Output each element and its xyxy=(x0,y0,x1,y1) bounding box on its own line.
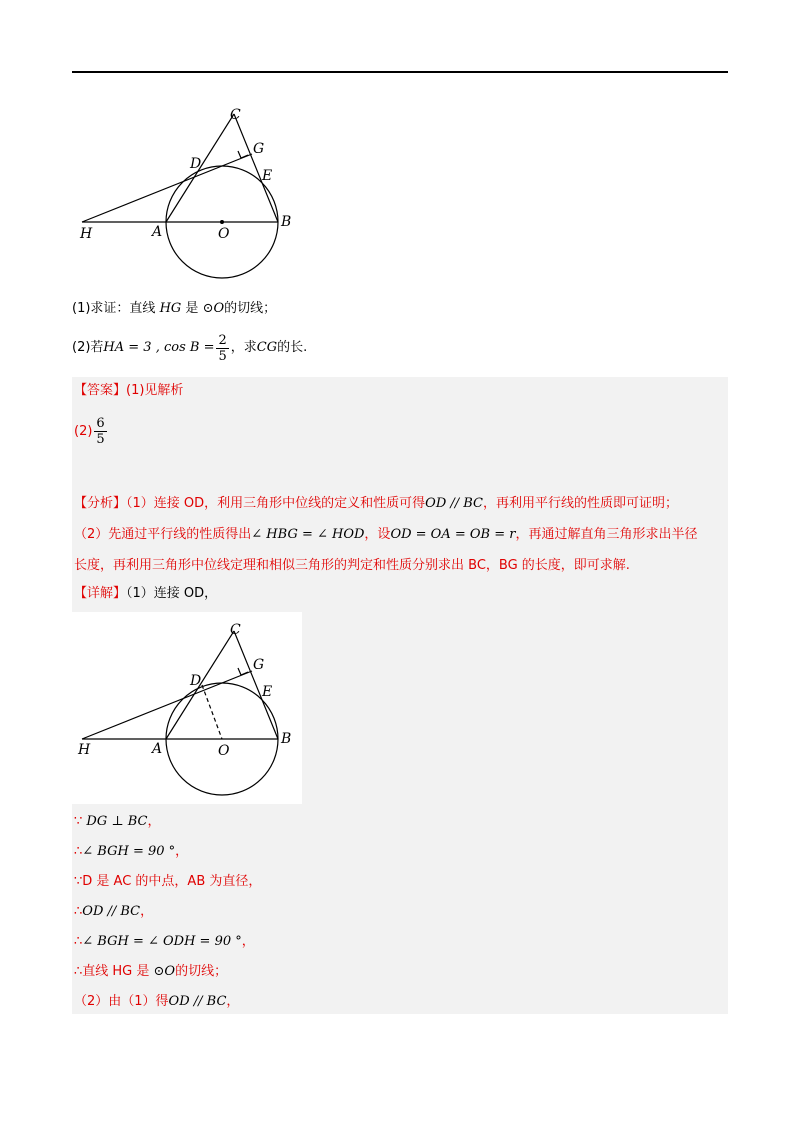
analysis-line2-a: （2）先通过平行线的性质得出 xyxy=(74,527,252,542)
answer-num: 6 xyxy=(96,415,105,431)
step1-end: ， xyxy=(147,814,161,829)
step-1 xyxy=(74,812,261,842)
step-5 xyxy=(74,932,261,962)
label-a-2: A xyxy=(152,741,163,757)
q2-suffix: 的长. xyxy=(277,340,308,355)
detail-tag: 【详解】 xyxy=(74,586,127,601)
step-3 xyxy=(74,872,261,902)
center-dot xyxy=(220,220,224,224)
q1-prefix: (1)求证：直线 xyxy=(72,301,160,316)
geometry-figure-2 xyxy=(72,612,302,804)
step1-symbol: ∵ xyxy=(74,814,87,829)
label-b-2: B xyxy=(281,731,292,747)
q1-mid: 是 xyxy=(181,301,203,316)
analysis xyxy=(74,488,730,581)
step1-math: DG ⊥ BC xyxy=(86,814,148,829)
q1-circle: ⊙O xyxy=(202,301,225,316)
step7-end: ， xyxy=(226,994,240,1009)
analysis-line2-b: ，设 xyxy=(364,527,391,542)
answer-row xyxy=(74,382,183,400)
q2-num: 2 xyxy=(218,332,227,348)
step-7 xyxy=(74,992,261,1022)
label-g: G xyxy=(253,141,265,157)
step2-end: ， xyxy=(175,844,189,859)
q2-fraction xyxy=(216,333,228,364)
answer-part2-prefix: (2) xyxy=(74,423,93,439)
step4-end: ， xyxy=(140,904,154,919)
answer-part1: (1)见解析 xyxy=(126,383,184,398)
label-g-2: G xyxy=(253,657,265,673)
label-d-2: D xyxy=(190,673,202,689)
q2-expr: HA = 3 , cos B = xyxy=(103,340,215,355)
detail-heading xyxy=(74,584,217,604)
answer-tag: 【答案】 xyxy=(74,383,127,398)
right-angle-mark-2 xyxy=(238,668,248,675)
step6-math: ⊙O xyxy=(153,964,176,979)
q2-prefix: (2)若 xyxy=(72,340,104,355)
step4-math: OD // BC xyxy=(82,904,141,919)
question-2 xyxy=(72,330,307,366)
dashed-od xyxy=(202,685,222,739)
label-c: C xyxy=(230,107,241,123)
analysis-line2-math2: OD = OA = OB = r xyxy=(390,527,516,542)
label-e-2: E xyxy=(262,684,273,700)
step6-symbol: ∴直线 HG 是 xyxy=(74,964,154,979)
step-6 xyxy=(74,962,261,992)
analysis-line1-a: 【分析】（1）连接 OD，利用三角形中位线的定义和性质可得 xyxy=(74,496,426,511)
analysis-line2-c: ，再通过解直角三角形求出半径 xyxy=(515,527,698,542)
label-d: D xyxy=(190,156,202,172)
analysis-line1-b: ，再利用平行线的性质即可证明； xyxy=(483,496,679,511)
step3-text: ∵D 是 AC 的中点，AB 为直径， xyxy=(74,874,262,889)
answer-part2 xyxy=(74,413,109,449)
step-2 xyxy=(74,842,261,872)
q1-hg: HG xyxy=(159,301,182,316)
detail-text: （1）连接 OD， xyxy=(126,586,218,601)
proof-steps xyxy=(74,812,261,1022)
step7-prefix: （2）由（1）得 xyxy=(74,994,169,1009)
analysis-line-1 xyxy=(74,488,730,519)
analysis-line-2 xyxy=(74,519,730,550)
analysis-line1-math: OD // BC xyxy=(425,496,484,511)
answer-fraction xyxy=(94,416,106,447)
analysis-line3: 长度，再利用三角形中位线定理和相似三角形的判定和性质分别求出 BC，BG 的长度，即可求解. xyxy=(74,558,630,573)
step5-math: ∠ BGH = ∠ ODH = 90 ° xyxy=(82,934,242,949)
label-o-2: O xyxy=(218,743,230,759)
analysis-line2-math1: ∠ HBG = ∠ HOD xyxy=(251,527,365,542)
q1-suffix: 的切线； xyxy=(224,301,277,316)
label-a: A xyxy=(152,224,163,240)
step5-symbol: ∴ xyxy=(74,934,83,949)
label-c-2: C xyxy=(230,622,241,638)
q2-cg: CG xyxy=(256,340,278,355)
step7-math: OD // BC xyxy=(168,994,227,1009)
q2-mid: ，求 xyxy=(230,340,257,355)
label-h: H xyxy=(80,226,93,242)
step5-end: ， xyxy=(241,934,255,949)
label-o: O xyxy=(218,226,230,242)
step6-end: 的切线； xyxy=(175,964,228,979)
analysis-line-3 xyxy=(74,550,730,581)
question-1 xyxy=(72,299,276,319)
q2-den: 5 xyxy=(218,348,227,364)
label-h-2: H xyxy=(78,742,91,758)
label-e: E xyxy=(262,168,273,184)
geometry-figure-1 xyxy=(72,98,312,284)
right-angle-mark xyxy=(238,151,248,158)
step2-math: ∠ BGH = 90 ° xyxy=(82,844,176,859)
step-4 xyxy=(74,902,261,932)
step2-symbol: ∴ xyxy=(74,844,83,859)
top-rule xyxy=(72,71,728,73)
label-b: B xyxy=(281,214,292,230)
step4-symbol: ∴ xyxy=(74,904,83,919)
answer-den: 5 xyxy=(96,431,105,447)
